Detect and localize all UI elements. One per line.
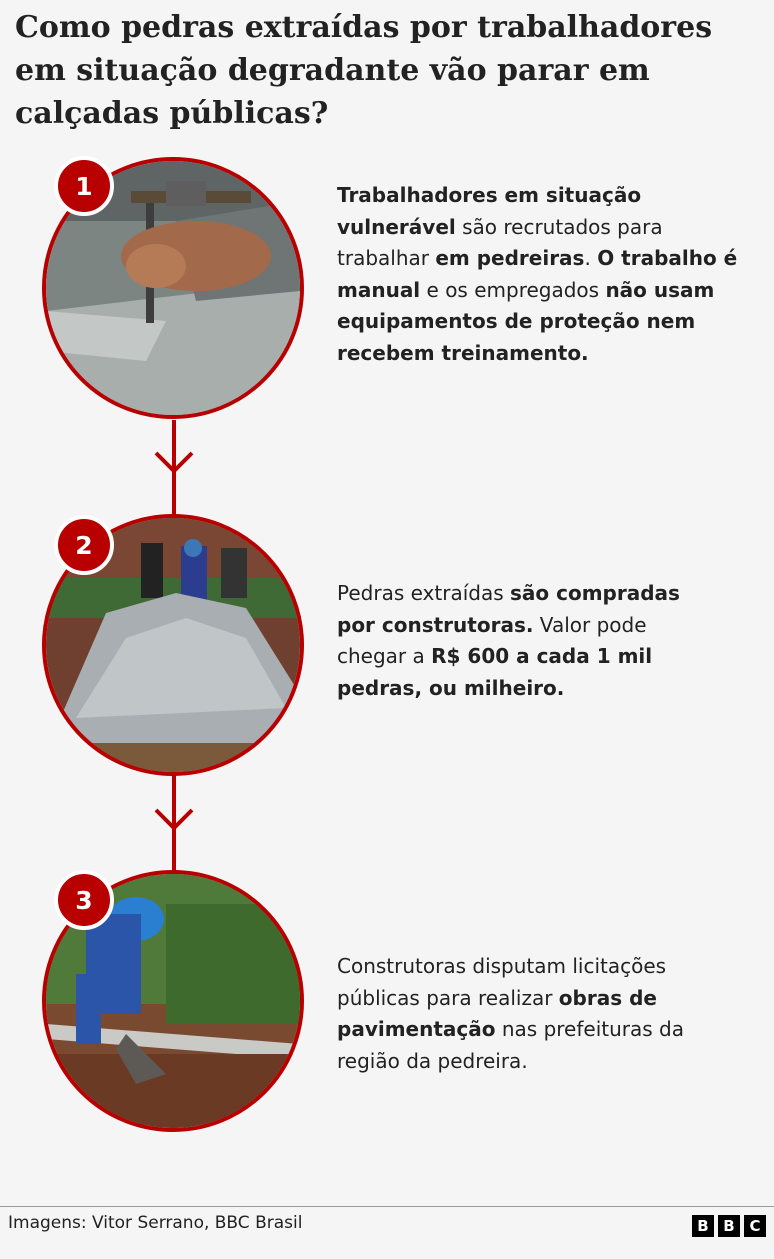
description-line	[337, 306, 757, 338]
body-text: trabalhar	[337, 246, 436, 270]
emphasis-text: equipamentos de proteção nem	[337, 309, 696, 333]
description-line	[337, 338, 757, 370]
description-line	[337, 212, 757, 244]
image-credit: Imagens: Vitor Serrano, BBC Brasil	[8, 1213, 303, 1233]
title-line: calçadas públicas?	[15, 96, 329, 131]
step-number-badge: 3	[54, 870, 114, 930]
bbc-logo-letter: C	[744, 1215, 766, 1237]
emphasis-text: pedras, ou milheiro.	[337, 675, 565, 700]
step-2-description	[337, 578, 757, 704]
description-line	[337, 951, 757, 983]
description-line	[337, 1046, 757, 1078]
description-line	[337, 1014, 757, 1046]
body-text: região da pedreira.	[337, 1048, 528, 1073]
emphasis-text: obras de	[558, 985, 657, 1010]
emphasis-text: Trabalhadores em situação	[337, 183, 642, 207]
bbc-logo	[692, 1215, 766, 1237]
body-text: nas prefeituras da	[495, 1017, 684, 1041]
emphasis-text: R$ 600 a cada 1 mil	[431, 644, 653, 668]
description-line	[337, 275, 757, 307]
footer-divider	[0, 1206, 774, 1207]
step-1-description	[337, 180, 757, 369]
emphasis-text: por construtoras.	[337, 612, 534, 637]
description-line	[337, 610, 757, 642]
emphasis-text: são compradas	[510, 581, 680, 605]
emphasis-text: recebem treinamento.	[337, 340, 589, 365]
description-line	[337, 243, 757, 275]
step-3-description	[337, 951, 757, 1077]
body-text: .	[584, 246, 598, 270]
step-number-badge: 1	[54, 156, 114, 216]
title-line: Como pedras extraídas por trabalhadores	[15, 10, 713, 45]
body-text: chegar a	[337, 644, 432, 668]
body-text: Valor pode	[533, 612, 647, 637]
emphasis-text: pavimentação	[337, 1017, 496, 1041]
description-line	[337, 983, 757, 1015]
emphasis-text: não usam	[605, 277, 715, 302]
step-number-badge: 2	[54, 515, 114, 575]
description-line	[337, 641, 757, 673]
emphasis-text: em pedreiras	[435, 246, 585, 270]
body-text: Construtoras disputam licitações	[337, 954, 667, 978]
body-text: Pedras extraídas	[337, 581, 510, 605]
bbc-logo-letter: B	[692, 1215, 714, 1237]
emphasis-text: vulnerável	[337, 214, 456, 239]
description-line	[337, 578, 757, 610]
body-text: públicas para realizar	[337, 985, 559, 1010]
body-text: são recrutados para	[455, 214, 663, 239]
emphasis-text: manual	[337, 277, 421, 302]
description-line	[337, 673, 757, 705]
description-line	[337, 180, 757, 212]
body-text: e os empregados	[420, 277, 606, 302]
bbc-logo-letter: B	[718, 1215, 740, 1237]
title-line: em situação degradante vão parar em	[15, 53, 650, 88]
emphasis-text: O trabalho é	[597, 246, 738, 270]
